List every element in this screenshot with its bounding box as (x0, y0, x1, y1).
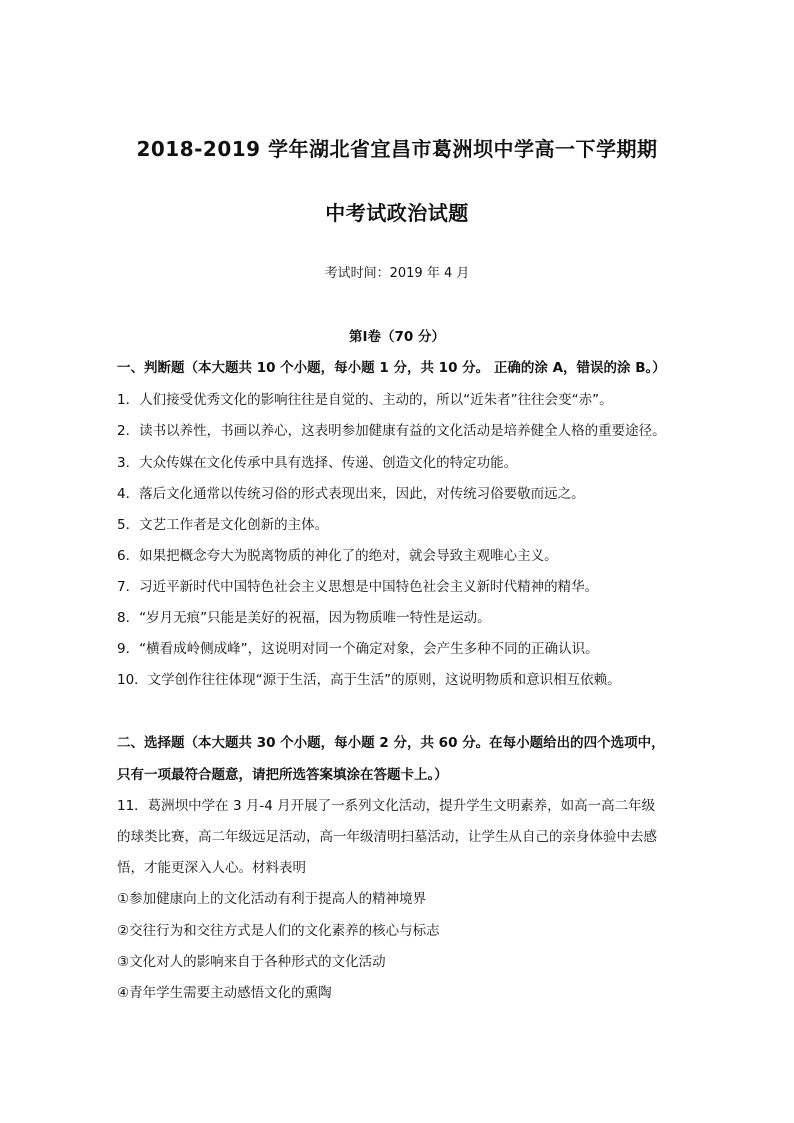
section2-heading-line-1: 二、选择题（本大题共 30 个小题，每小题 2 分，共 60 分。在每小题给出的四个选项中， (117, 735, 665, 751)
section1-heading: 一、判断题（本大题共 10 个小题，每小题 1 分，共 10 分。 正确的涂 A，错误的涂 B。） (117, 360, 666, 376)
section1-item: 9．“横看成岭侧成峰”，这说明对同一个确定对象，会产生多种不同的正确认识。 (117, 641, 599, 657)
section1-item: 5．文艺工作者是文化创新的主体。 (117, 517, 329, 533)
question-11-option: ②交往行为和交往方式是人们的文化素养的核心与标志 (117, 923, 440, 939)
exam-time: 考试时间：2019 年 4 月 (324, 266, 470, 281)
question-11-text: 悟，才能更深入人心。材料表明 (117, 860, 306, 876)
page-title-line-2: 中考试政治试题 (325, 201, 469, 225)
page-title-line-1: 2018-2019 学年湖北省宜昌市葛洲坝中学高一下学期期 (136, 137, 658, 161)
section1-item: 7．习近平新时代中国特色社会主义思想是中国特色社会主义新时代精神的精华。 (117, 579, 599, 595)
section1-item: 8．“岁月无痕”只能是美好的祝福，因为物质唯一特性是运动。 (117, 610, 491, 626)
section2-heading-line-2: 只有一项最符合题意，请把所选答案填涂在答题卡上。） (117, 767, 448, 783)
section1-item: 4．落后文化通常以传统习俗的形式表现出来，因此，对传统习俗要敬而远之。 (117, 486, 585, 502)
volume-heading: 第Ⅰ卷（70 分） (348, 329, 445, 345)
section1-item: 6．如果把概念夸大为脱离物质的神化了的绝对，就会导致主观唯心主义。 (117, 548, 558, 564)
question-11-text: 11．葛洲坝中学在 3 月-4 月开展了一系列文化活动，提升学生文明素养，如高一高二年级 (117, 798, 656, 814)
question-11-text: 的球类比赛，高二年级远足活动，高一年级清明扫墓活动，让学生从自己的亲身体验中去感 (117, 829, 657, 845)
question-11-option: ①参加健康向上的文化活动有利于提高人的精神境界 (117, 891, 427, 907)
question-11-option: ③文化对人的影响来自于各种形式的文化活动 (117, 954, 386, 970)
section1-item: 10．文学创作往往体现“源于生活，高于生活”的原则，这说明物质和意识相互依赖。 (117, 672, 621, 688)
question-11-option: ④青年学生需要主动感悟文化的熏陶 (117, 985, 332, 1001)
section1-item: 3．大众传媒在文化传承中具有选择、传递、创造文化的特定功能。 (117, 455, 518, 471)
section1-item: 2．读书以养性，书画以养心，这表明参加健康有益的文化活动是培养健全人格的重要途径。 (117, 423, 666, 439)
section1-item: 1．人们接受优秀文化的影响往往是自觉的、主动的，所以“近朱者”往往会变“赤”。 (117, 392, 613, 408)
